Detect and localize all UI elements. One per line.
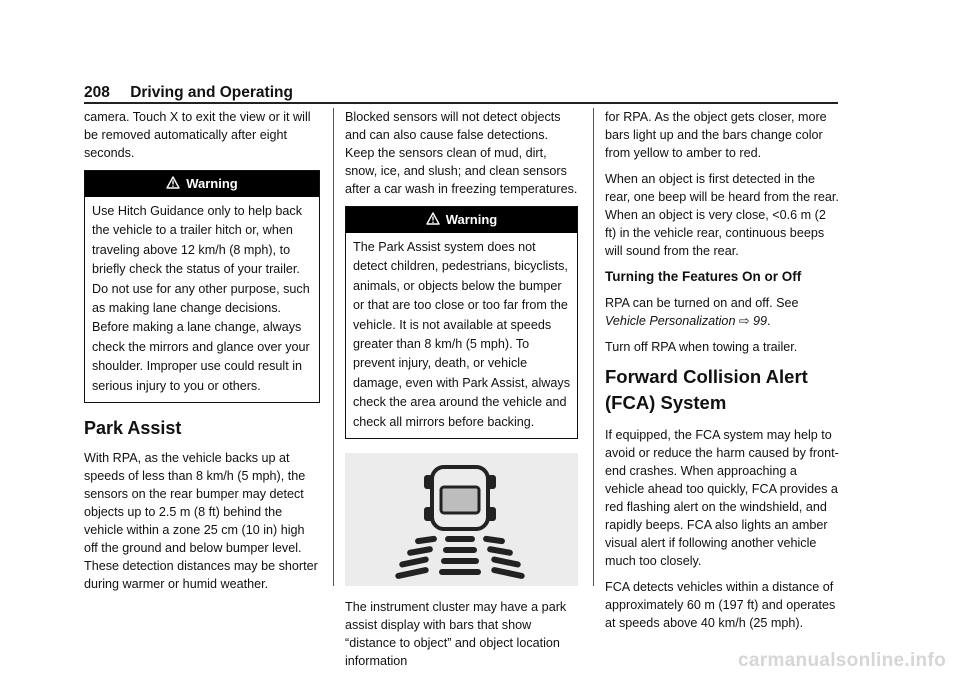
warning-triangle-icon	[166, 172, 180, 198]
warning-triangle-icon	[426, 208, 440, 234]
beep-paragraph: When an object is first detected in the rear, one beep will be heard from the rear. When an object is very close, <0.6 m (2 ft) in the vehicle rear, continuous beeps will sound from the rear.	[605, 172, 839, 258]
column-divider	[593, 108, 594, 586]
page-ref-arrow-icon: ⇨	[738, 314, 750, 328]
column-1	[84, 108, 320, 601]
intro-paragraph: camera. Touch X to exit the view or it will be removed automatically after eight seconds.	[84, 110, 311, 160]
turning-features-heading: Turning the Features On or Off	[605, 269, 802, 284]
park-assist-paragraph: With RPA, as the vehicle backs up at speeds of less than 8 km/h (5 mph), the sensors on the rear bumper may detect objects up to 2.5 m (8 ft) behind the vehicle within a zone 25 cm (10 in) high off the ground and below bumper level. These detection distances may be shorter during warmer or humid weather.	[84, 451, 318, 592]
fca-paragraph: FCA detects vehicles within a distance of approximately 60 m (197 ft) and operates at speeds above 40 km/h (25 mph).	[605, 580, 836, 630]
warning-title: Warning	[186, 176, 238, 191]
fca-paragraph: If equipped, the FCA system may help to avoid or reduce the harm caused by front-end crashes. When approaching a vehicle ahead too quickly, FCA provides a red flashing alert on the windshield, and rapidly beeps. FCA also lights an amber visual alert if following another vehicle much too closely.	[605, 428, 839, 568]
warning-box	[345, 206, 578, 439]
page-header	[84, 84, 293, 102]
warning-header	[346, 207, 577, 233]
header-rule	[84, 102, 838, 104]
page-reference[interactable]: 99	[753, 314, 768, 328]
warning-box	[84, 170, 320, 403]
sensors-paragraph: Blocked sensors will not detect objects and can also cause false detections. Keep the sensors clean of mud, dirt, snow, ice, and slush; and clean sensors after a car wash in freezing temperatures.	[345, 110, 578, 196]
warning-text: Use Hitch Guidance only to help back the vehicle to a trailer hitch or, when traveling above 12 km/h (8 mph), to briefly check the status of your trailer. Do not use for any other purpose, such as making lane change decisions. Before making a lane change, always check the mirrors and glance over your shoulder. Improper use could result in serious injury to you or others.	[92, 204, 310, 393]
section-title: Driving and Operating	[130, 84, 293, 101]
turning-text: RPA can be turned on and off. See	[605, 296, 799, 310]
warning-title: Warning	[445, 212, 498, 227]
park-assist-heading: Park Assist	[84, 418, 182, 439]
watermark: carmanualsonline.info	[738, 650, 946, 671]
turn-off-paragraph: Turn off RPA when towing a trailer.	[605, 340, 798, 354]
column-divider	[333, 108, 334, 586]
vehicle-personalization-link[interactable]: Vehicle Personalization	[605, 314, 736, 328]
turning-paragraph: RPA can be turned on and off. See Vehicle Personalization ⇨ 99.	[605, 296, 799, 328]
rpa-continued-paragraph: for RPA. As the object gets closer, more bars light up and the bars change color from yellow to amber to red.	[605, 110, 827, 160]
fca-heading: Forward Collision Alert (FCA) System	[605, 366, 808, 413]
park-assist-display-figure	[345, 453, 578, 586]
warning-text: The Park Assist system does not detect children, pedestrians, bicyclists, animals, or objects below the bumper or that are too close or too far from the vehicle. It is not available at speeds greater than 8 km/h (5 mph). To prevent injury, death, or vehicle damage, even with Park Assist, always check the area around the vehicle and check all mirrors before backing.	[353, 240, 570, 429]
cluster-paragraph: The instrument cluster may have a park assist display with bars that show “distance to object” and object location information	[345, 600, 567, 669]
column-2	[345, 108, 578, 678]
park-assist-display-icon	[345, 453, 578, 586]
page-number: 208	[84, 84, 110, 101]
warning-header	[85, 171, 319, 197]
column-3	[605, 108, 839, 640]
